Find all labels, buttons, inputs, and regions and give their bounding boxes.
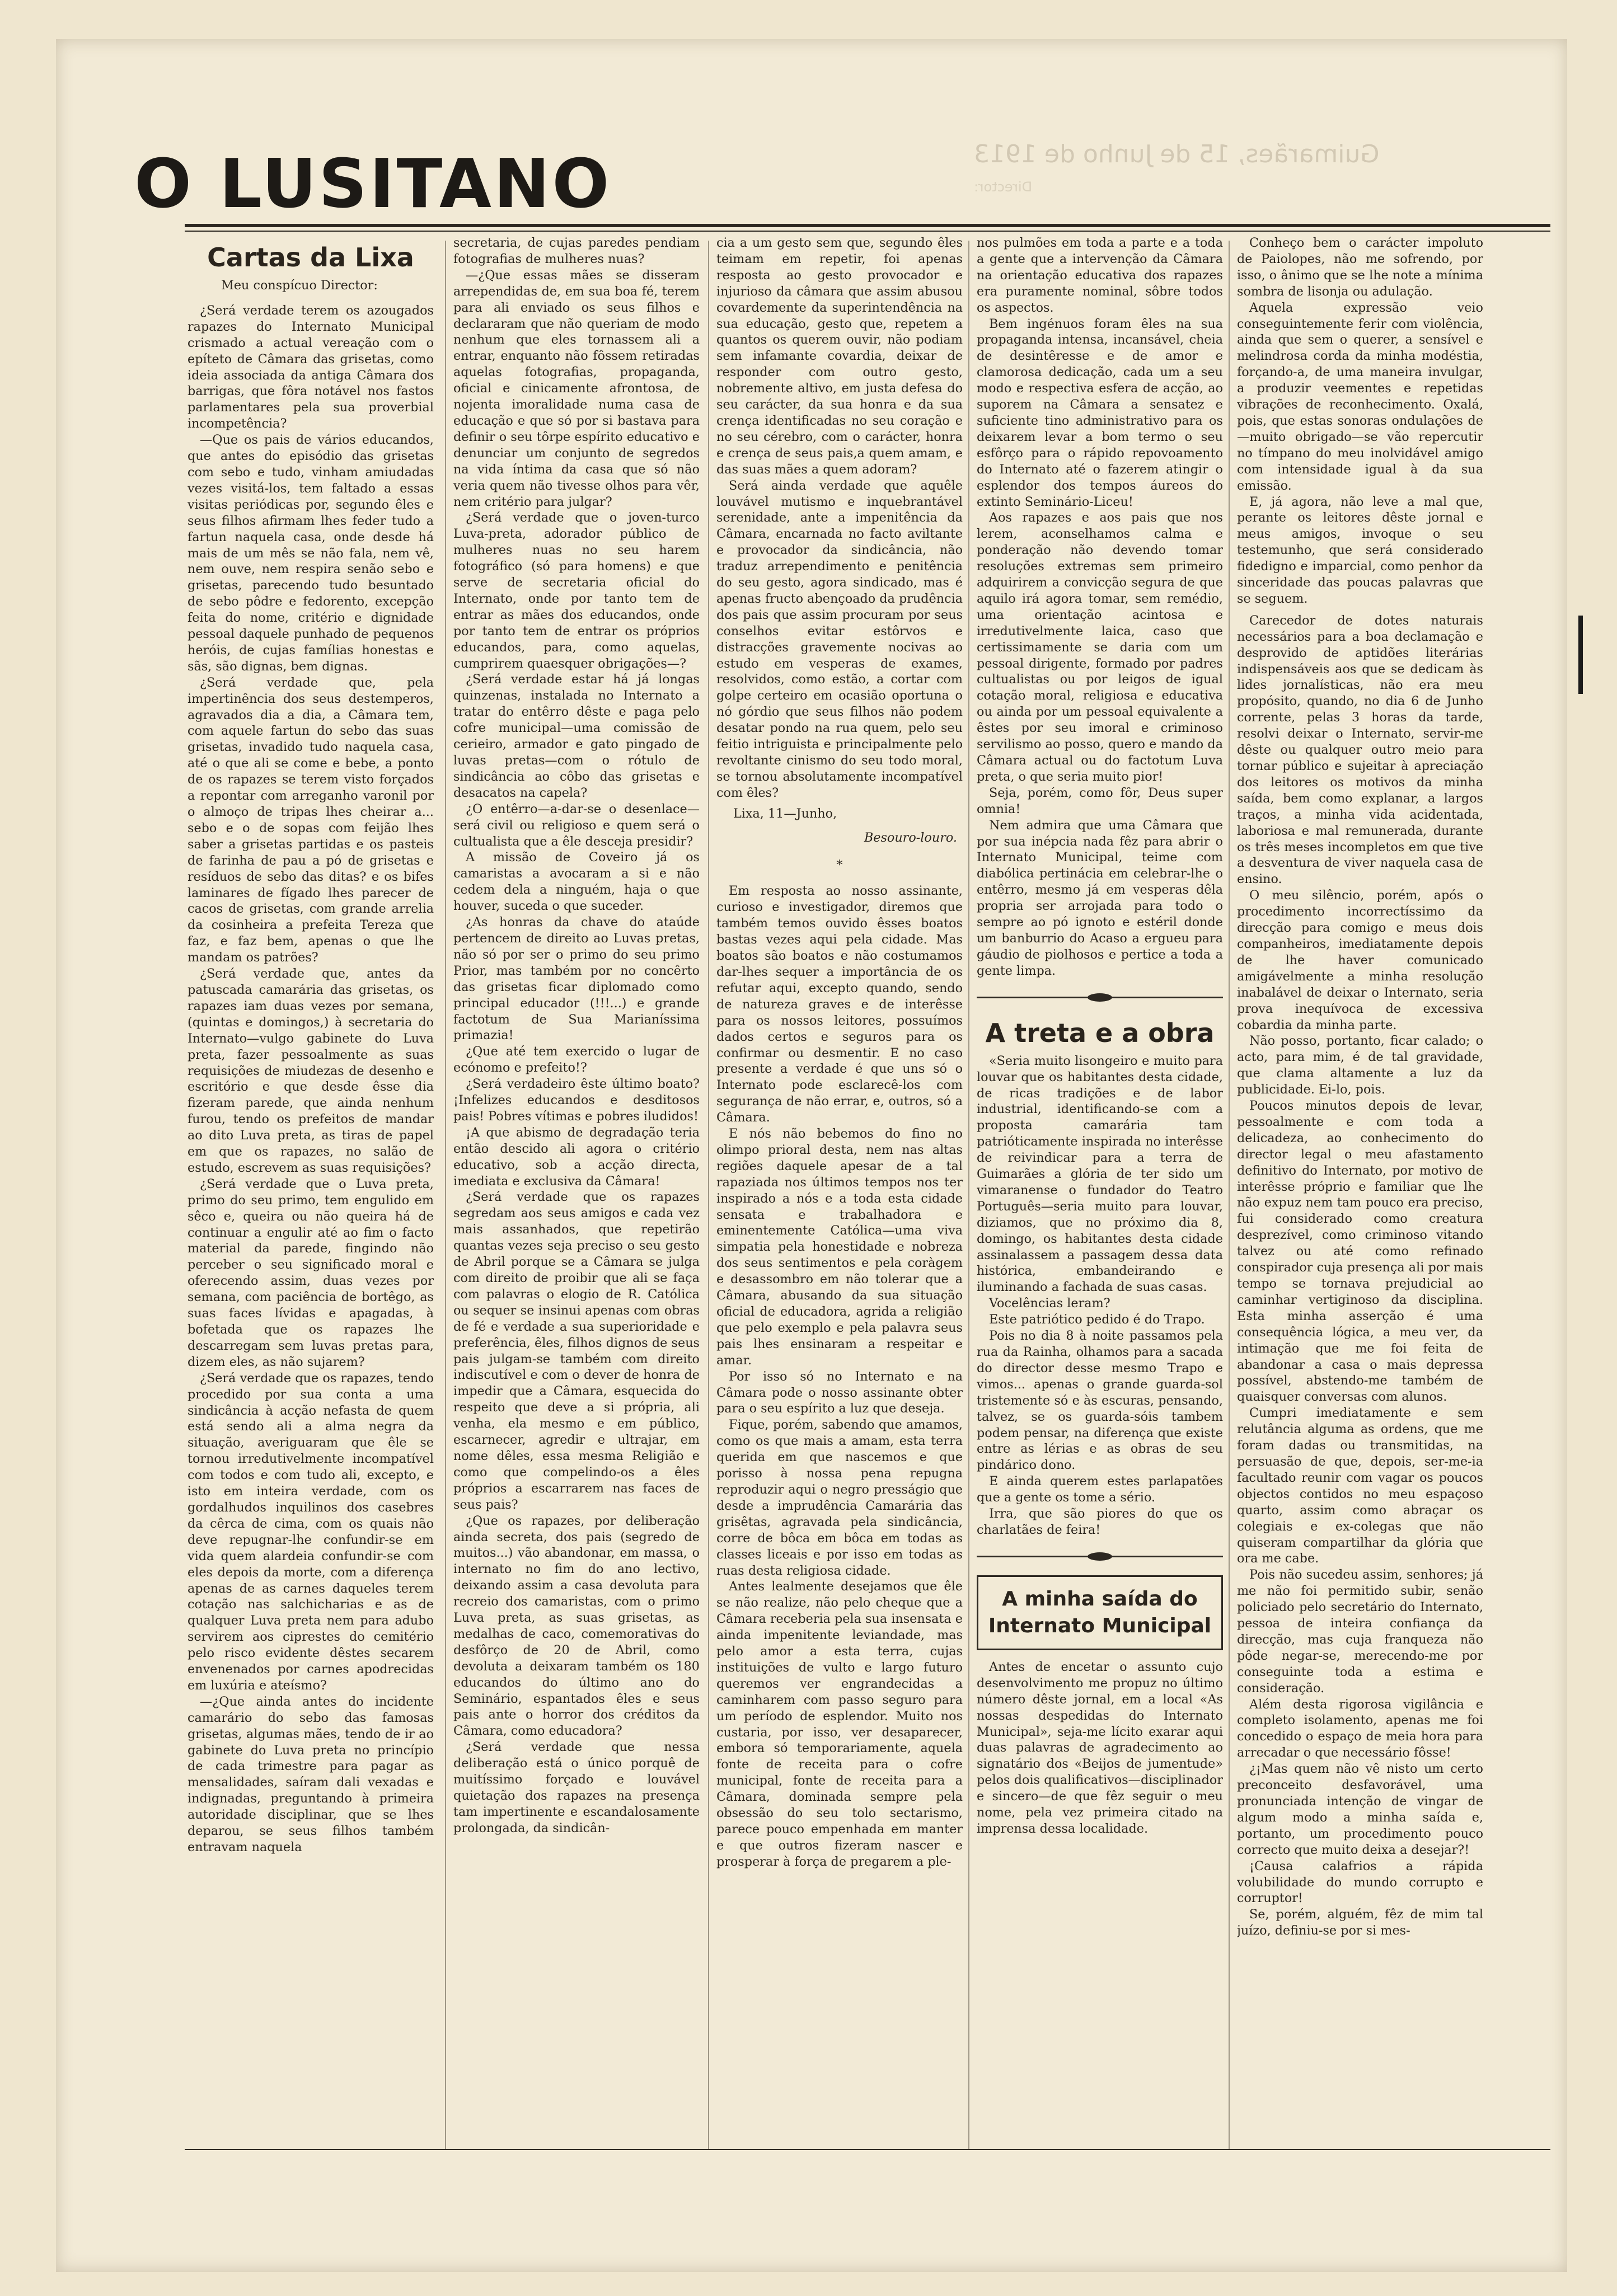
masthead-rule <box>185 224 1550 227</box>
paragraph: E nós não bebemos do fino no olimpo prioral desta, nem nas altas regiões daquele apesar de a tal rapaziada nos últimos tempos nos ter inspirado a nós e a toda esta cidade sensata e trabalhadora e eminentemente Católica—uma viva simpatia pela honestidade e nobreza dos seus sentimentos e pela coràgem e desassombro em não tolerar que a Câmara, abusando da sua situação oficial de educadora, agrida a religião que pelo exemplo e pela palavra seus pais lhes ensinaram a respeitar e amar. <box>716 1126 963 1368</box>
column-1 <box>188 235 434 2138</box>
letter-greeting: Meu conspícuo Director: <box>221 278 378 293</box>
paragraph: ¿Será verdade que, pela impertinência dos seus destemperos, agravados dia a dia, a Câmara tem, com aquele fartun do sebo das suas grisetas, invadido tudo naquela casa, até o que ali se come e bebe, a ponto de os rapazes se terem visto forçados a repontar com arreganho varonil por o almoço de tripas lhes cheirar a... sebo e o de sopas com feijão lhes saber a grisetas partidas e os pasteis de farinha de pau a pó de grisetas e resíduos de sebo das ditas? e os bifes laminares de fígado lhes parecer de cacos de grisetas, com grande arrelia da cosinheira a prefeita Tereza que faz, e faz bem, apenas o que lhe mandam os patrões? <box>188 675 434 965</box>
column-4 <box>977 235 1223 2138</box>
paragraph: ¿As honras da chave do ataúde pertencem de direito ao Luvas pretas, não só por ser o primo do seu primo Prior, mas também por no concêrto das grisetas ficar diplomado como principal educador (!!!...) e grande factotum de Sua Marianíssima primazia! <box>453 915 700 1043</box>
paragraph: ¿Será verdadeiro êste último boato? ¡Infelizes educandos e desditosos pais! Pobres vítimas e pobres iludidos! <box>453 1077 700 1124</box>
paragraph: Antes lealmente desejamos que êle se não realize, não pelo cheque que a Câmara receberia pela sua insensata e ainda impenitente leviandade, mas pelo amor a esta terra, cujas instituições de vulto e largo futuro queremos ver engrandecidas a caminharem com passo seguro para um período de esplendor. Muito nos custaria, por isso, ver desaparecer, embora só temporariamente, aquela fonte de receita para o cofre municipal, fonte de receita para a Câmara, dominada sempre pela obsessão do seu tolo sectarismo, parece pouco empenhada em manter e que outros fizeram nascer e prosperar à força de pregarem a ple- <box>716 1579 963 1869</box>
paragraph: ¿Será verdade que o joven-turco Luva-preta, adorador público de mulheres nuas no seu harem fotográfico (só para homens) e que serve de secretaria oficial do Internato, onde por tanto tem de entrar as mães dos educandos, onde por tanto tem de entrar os próprios educandos, para, como aquelas, cumprirem quaesquer obrigações—? <box>453 510 700 671</box>
newspaper-title: O LUSITANO <box>134 145 612 223</box>
paragraph: —¿Que ainda antes do incidente camarário do sebo das famosas grisetas, algumas mães, tendo de ir ao gabinete do Luva preta no princípio de cada trimestre para pagar as mensalidades, saíram dali vexadas e indignadas, preguntando à primeira autoridade disciplinar, que se lhes deparou, se seus filhos também entravam naquela <box>188 1694 434 1854</box>
section-title: Cartas da Lixa <box>207 242 414 273</box>
column-rule <box>968 241 969 2149</box>
paragraph: ¿Será verdade que, antes da patuscada camarária das grisetas, os rapazes iam duas vezes por semana, (quintas e domingos,) à secretaria do Internato—vulgo gabinete do Luva preta, fazer pessoalmente as suas requisições de miudezas de desenho e escritório e que desde êsse dia fizeram parede, que ainda nenhum furou, tendo os prefeitos de mandar ao dito Luva preta, as tiras de papel em que os rapazes, no salão de estudo, escrevem as suas requisições? <box>188 966 434 1175</box>
paragraph: Irra, que são piores do que os charlatães de feira! <box>977 1506 1223 1537</box>
paragraph: Bem ingénuos foram êles na sua propaganda intensa, incansável, cheia de desintêresse e de amor e clamorosa dedicação, cada um a seu modo e respectiva esfera de acção, ao suporem na Câmara a sensatez e suficiente tino administrativo para os deixarem levar a bom termo o seu esfôrço para o rápido repovoamento do Internato até o fazerem atingir o esplendor dos tempos áureos do extinto Seminário-Liceu! <box>977 316 1223 509</box>
paragraph: Nem admira que uma Câmara que por sua inépcia nada fêz para abrir o Internato Municipal, teime com diabólica pertinácia em celebrar-lhe o entêrro, mesmo já em vesperas dêla propria ser arrojada para todo o sempre ao pó ignoto e estéril donde um banburrio do Acaso a ergueu para gáudio de piolhosos e pertice a toda a gente limpa. <box>977 818 1223 978</box>
bleed-through-dateline: Guimarães, 15 de Junho de 1913 <box>974 140 1380 168</box>
paragraph: Seja, porém, como fôr, Deus super omnia! <box>977 785 1223 816</box>
paragraph: —¿Que essas mães se disseram arrependidas de, em sua boa fé, terem para ali enviado os seus filhos e declararam que não queriam de modo nenhum que eles tornassem ali a entrar, enquanto não fôssem retiradas aquelas fotografias, propaganda, oficial e cinicamente afrontosa, de nojenta imoralidade numa casa de educação e que só por si bastava para definir o seu tôrpe espírito educativo e denunciar um conjunto de segredos na vida íntima da casa que só não veria quem não tivesse olhos para vêr, nem critério para julgar? <box>453 267 700 509</box>
paragraph: ¿Que até tem exercido o lugar de ecónomo e prefeito!? <box>453 1044 700 1076</box>
paragraph: «Seria muito lisongeiro e muito para louvar que os habitantes desta cidade, de ricas tradições e de labor industrial, identificando-se com a proposta camarária tam patrióticamente inspirada no interêsse de reivindicar para a terra de Guimarães a glória de ter sido um vimaranense o fundador do Teatro Português—seria muito para louvar, diziamos, que no próximo dia 8, domingo, os habitantes desta cidade assinalassem a passagem dessa data histórica, embandeirando e iluminando a fachada de suas casas. <box>977 1053 1223 1295</box>
paragraph: Além desta rigorosa vigilância e completo isolamento, apenas me foi concedido o espaço de meia hora para arrecadar o que necessário fôsse! <box>1237 1697 1483 1760</box>
paragraph: ¿Será verdade estar há já longas quinzenas, instalada no Internato a tratar do entêrro dêste e paga pelo cofre municipal—uma comissão de cerieiro, armador e gato pingado de luvas pretas—com o rótulo de sindicância ao côbo das grisetas e desacatos na capela? <box>453 672 700 800</box>
paragraph: E ainda querem estes parlapatões que a gente os tome a sério. <box>977 1474 1223 1505</box>
paragraph: Será ainda verdade que aquêle louvável mutismo e inquebrantável serenidade, ante a impenitência da Câmara, encarnada no facto aviltante e provocador da sindicância, não traduz arrependimento e penitência do seu gesto, agora sindicado, mas é apenas fructo abençoado da prudência dos pais que assim procuram por seus conselhos evitar estôrvos e distracções gravemente nocivas ao estudo em vesperas de exames, resolvidos, como estão, a cortar com golpe certeiro em ocasião oportuna o nó górdio que seus filhos não podem desatar pondo na rua quem, pelo seu feitio intriguista e principalmente pelo revoltante cinismo do seu todo moral, se tornou absolutamente incompatível com êles? <box>716 478 963 800</box>
paragraph: cia a um gesto sem que, segundo êles teimam em repetir, foi apenas resposta ao gesto provocador e injurioso da câmara que assim abusou covardemente da superintendência na sua educação, gesto que, repetem a quantos os querem ouvir, não podiam sem infamante covardia, deixar de responder com outro gesto, nobremente altivo, em justa defesa do seu carácter, da sua honra e da sua crença identificadas no seu coração e no seu cérebro, com o carácter, honra e crença de seus pais,a quem amam, e das suas mães a quem adoram? <box>716 236 963 477</box>
paragraph: Não posso, portanto, ficar calado; o acto, para mim, é de tal gravidade, que clama altamente a luz da publicidade. Ei-lo, pois. <box>1237 1034 1483 1097</box>
paragraph: Cumpri imediatamente e sem relutância alguma as ordens, que me foram dadas ou transmitidas, na persuasão de que, depois, ser-me-ia facultado reunir com vagar os poucos objectos contidos no meu espaçoso quarto, assim como abraçar os colegiais e ex-colegas que não quiseram compartilhar da glória que ora me cabe. <box>1237 1406 1483 1566</box>
paragraph: Por isso só no Internato e na Câmara pode o nosso assinante obter para o seu espírito a luz que deseja. <box>716 1369 963 1416</box>
letter-signature: Besouro-louro. <box>864 830 957 845</box>
paragraph: Em resposta ao nosso assinante, curioso e investigador, diremos que também temos ouvido êsses boatos bastas vezes aqui pela cidade. Mas boatos são boatos e não costumamos dar-lhes sequer a importância de os refutar aqui, excepto quando, sendo de natureza graves e de interêsse para os nossos leitores, possuímos dados certos e seguros para os confirmar ou desmentir. E no caso presente a verdade é que uns só o Internato pode esclarecê-los com segurança de não errar, e, outros, só a Câmara. <box>716 884 963 1125</box>
paragraph: nos pulmões em toda a parte e a toda a gente que a intervenção da Câmara na orientação educativa dos rapazes era puramente nominal, sôbre todos os aspectos. <box>977 236 1223 315</box>
section-separator: * <box>836 857 843 872</box>
paragraph: Se, porém, alguém, fêz de mim tal juízo, definiu-se por si mes- <box>1237 1907 1483 1938</box>
paragraph: A missão de Coveiro já os camaristas a avocaram a si e não cedem dela a ninguém, haja o que houver, suceda o que suceder. <box>453 850 700 914</box>
paragraph: Antes de encetar o assunto cujo desenvolvimento me propuz no último número dêste jornal, em a local «As nossas despedidas do Internato Municipal», seja-me lícito exarar aqui duas palavras de agradecimento ao signatário dos «Beijos de jumentude» pelos dois qualificativos—disciplinador e sincero—de que fêz seguir o meu nome, pela vez primeira citado na imprensa dessa localidade. <box>977 1659 1223 1836</box>
paragraph: ¡Causa calafrios a rápida volubilidade do mundo corrupto e corruptor! <box>1237 1858 1483 1906</box>
bleed-through-director: Director: <box>974 179 1033 195</box>
paragraph: ¿¡Mas quem não vê nisto um certo preconceito desfavorável, uma pronunciada intenção de vingar de algum modo a minha saída e, portanto, um procedimento pouco correcto que muito deixa a desejar?! <box>1237 1762 1483 1857</box>
headline-box <box>977 1575 1223 1650</box>
column-rule <box>445 241 446 2149</box>
paragraph: Aos rapazes e aos pais que nos lerem, aconselhamos calma e ponderação não devendo tomar resoluções extremas sem primeiro adquirirem a convicção segura de que aquilo irá agora tomar, sem remédio, uma orientação acintosa e irredutivelmente laica, caso que certissimamente se daria com um pessoal dirigente, formado por padres cultualistas ou por leigos de igual cotação moral, religiosa e educativa ou ainda por um pessoal equivalente a êstes por seu imoral e criminoso servilismo ao posso, quero e mando da Câmara actual ou do factotum Luva preta, o que seria muito pior! <box>977 510 1223 784</box>
paragraph: secretaria, de cujas paredes pendiam fotografias de mulheres nuas? <box>453 236 700 266</box>
section-title: A treta e a obra <box>985 1017 1215 1048</box>
paragraph: E, já agora, não leve a mal que, perante os leitores dêste jornal e meus amigos, invoque o seu testemunho, que será considerado fidedigno e imparcial, como penhor da sinceridade das poucas palavras que se seguem. <box>1237 494 1483 606</box>
paragraph: Fique, porém, sabendo que amamos, como os que mais a amam, esta terra querida em que nascemos e que porisso à nossa pena repugna reproduzir aqui o negro presságio que desde a imprudência Camarária das grisêtas, agravada pela sindicância, corre de bôca em bôca em todas as classes liceais e por isso em todas as ruas desta religiosa cidade. <box>716 1417 963 1578</box>
paragraph: ¿Será verdade que os rapazes segredam aos seus amigos e cada vez mais assanhados, que repetirão quantas vezes seja preciso o seu gesto de Abril porque se a Câmara se julga com direito de proibir que ali se faça com palavras o elogio de R. Católica ou sequer se insinui apenas com obras de fé e verdade a sua superioridade e preferência, êles, filhos dignos de seus pais julgam-se também com direito indiscutível e com o dever de honra de impedir que a Câmara, esquecida do respeito que deve a si própria, ali venha, ela mesmo e em público, escarnecer, agredir e ultrajar, em nome dêles, essa mesma Religião e como que compelindo-os a êles próprios a escarrarem nas faces de seus pais? <box>453 1190 700 1512</box>
paragraph: ¡A que abismo de degradação teria então descido ali agora o critério educativo, sob a acção directa, imediata e exclusiva da Câmara! <box>453 1125 700 1189</box>
column-5 <box>1237 235 1483 2138</box>
paragraph: ¿Será verdade que os rapazes, tendo procedido por sua conta a uma sindicância à acção nefasta de quem está sendo ali a alma negra da situação, averiguaram que êle se tornou irredutivelmente incompatível com todos e com tudo ali, excepto, e isto em inteira verdade, com os gordalhudos inquilinos dos casebres da cêrca de cima, com os quais não deve repugnar-lhe confundir-se em vida quem alardeia confundir-se com eles depois da morte, com a diferença apenas de as carnes daqueles terem cotação nas salchicharias e as de qualquer Luva preta nem para adubo servirem aos ciprestes do cemitério pelo risco evidente dêstes secarem envenenados por carnes apodrecidas em luxúria e ateísmo? <box>188 1370 434 1693</box>
paragraph: Poucos minutos depois de levar, pessoalmente e com toda a delicadeza, ao conhecimento do director legal o meu afastamento definitivo do Internato, por motivo de interêsse próprio e familiar que lhe não expuz nem tam pouco era preciso, fui considerado como creatura desprezível, como criminoso vitando talvez ou até como refinado conspirador cuja presença ali por mais tempo se tornava prejudicial ao caminhar vertiginoso da disciplina. Esta minha asserção é uma consequência lógica, a meu ver, da intimação que me foi feita de abandonar a casa o mais depressa possível, abstendo-me também de quaisquer conversas com alunos. <box>1237 1098 1483 1405</box>
paragraph: Este patriótico pedido é do Trapo. <box>989 1312 1205 1327</box>
paragraph: Carecedor de dotes naturais necessários para a boa declamação e desprovido de aptidões literárias indispensáveis aos que se dedicam às lides jornalísticas, não era meu propósito, quando, no dia 6 de Junho corrente, pelas 3 horas da tarde, resolvi deixar o Internato, servir-me dêste ou qualquer outro meio para tornar público e sujeitar à apreciação dos leitores os motivos da minha saída, bem como explanar, a largos traços, a minha vida acidentada, laboriosa e mal remunerada, durante os três meses incompletos em que tive a desventura de viver naquela casa de ensino. <box>1237 613 1483 887</box>
paragraph-group <box>188 303 434 1856</box>
paragraph: Vocelências leram? <box>989 1296 1110 1311</box>
scan-edge-mark <box>1578 616 1583 694</box>
column-rule <box>1229 241 1230 2149</box>
letter-dateline: Lixa, 11—Junho, <box>733 806 837 821</box>
paragraph: Pois não sucedeu assim, senhores; já me não foi permitido subir, senão policiado pelo secretário do Internato, pessoa de inteira confiança da direcção, mas cuja franqueza não pôde negar-se, merecendo-me por conseguinte toda a estima e consideração. <box>1237 1567 1483 1696</box>
paragraph: ¿Será verdade que o Luva preta, primo do seu primo, tem engulido em sêco e, queira ou não queira há de continuar a engulir até ao fim o facto material da parede, fingindo não perceber o seu significado moral e oferecendo assim, duas vezes por semana, com paciência de bortêgo, as suas faces lívidas e apagadas, à bofetada que os rapazes lhe descarregam sem luvas pretas para, dizem eles, as não sujarem? <box>188 1176 434 1369</box>
column-rule <box>708 241 709 2149</box>
masthead-rule-thin <box>185 231 1550 232</box>
masthead <box>134 140 1522 235</box>
column-2 <box>453 235 700 2138</box>
ornament-divider <box>977 990 1223 1005</box>
section-title: A minha saída do Internato Municipal <box>988 1587 1212 1637</box>
paragraph: Aquela expressão veio conseguintemente ferir com violência, ainda que sem o querer, a sensível e melindrosa corda da minha modéstia, forçando-a, de uma maneira invulgar, a produzir veementes e repetidas vibrações de reconhecimento. Oxalá, pois, que estas sonoras ondulações de—muito obrigado—se vão repercutir no tímpano do meu inolvidável amigo com intensidade igual à da sua emissão. <box>1237 300 1483 493</box>
ornament-divider <box>977 1550 1223 1564</box>
column-3 <box>716 235 963 2138</box>
bottom-rule <box>185 2149 1550 2150</box>
paragraph: Pois no dia 8 à noite passamos pela rua da Rainha, olhamos para a sacada do director desse mesmo Trapo e vimos... apenas o grande guarda-sol tristemente só e às escuras, pensando, talvez, se os guarda-sóis tambem podem pensar, na diferença que existe entre as lérias e as obras de seu pindárico dono. <box>977 1328 1223 1473</box>
paragraph: —Que os pais de vários educandos, que antes do episódio das grisetas com sebo e tudo, vinham amiudadas vezes visitá-los, tem faltado a essas visitas periódicas por, segundo êles e seus filhos afirmam lhes feder tudo a fartun naquela casa, onde desde há mais de um mês se não fala, nem vê, nem ouve, nem respira senão sebo e grisetas, parecendo tudo besuntado de sebo pôdre e fedorento, excepção feita do nome, critério e dignidade pessoal daquele punhado de pequenos heróis, de cujas famílias honestas e sãs, são dignas, bem dignas. <box>188 433 434 674</box>
paragraph: Conheço bem o carácter impoluto de Paiolopes, não me sofrendo, por isso, o ânimo que se lhe note a mínima sombra de lisonja ou adulação. <box>1237 236 1483 299</box>
paragraph: ¿Será verdade que nessa deliberação está o único porquê de muitíssimo forçado e louvável quietação dos rapazes na presença tam impertinente e escandalosamente prolongada, da sindicân- <box>453 1740 700 1835</box>
paragraph: ¿Que os rapazes, por deliberação ainda secreta, dos pais (segredo de muitos...) vão abandonar, em massa, o internato no fim do ano lectivo, deixando assim a casa devoluta para recreio dos camaristas, com o primo Luva preta, as suas grisetas, as medalhas de caco, comemorativas do desfôrço de 20 de Abril, como devoluta a deixaram também os 180 educandos do último ano do Seminário, espantados êles e seus pais ante o horror dos créditos da Câmara, como educadora? <box>453 1513 700 1739</box>
paragraph: O meu silêncio, porém, após o procedimento incorrectíssimo da direcção para comigo e meus dois companheiros, imediatamente depois de lhe haver comunicado amigávelmente a minha resolução inabalável de deixar o Internato, seria prova inequívoca de excessiva cobardia da minha parte. <box>1237 888 1483 1032</box>
paragraph: ¿Será verdade terem os azougados rapazes do Internato Municipal crismado a actual vereação com o epíteto de Câmara das grisetas, como ideia associada da antiga Câmara dos barrigas, que fôra notável nos fastos parlamentares pela sua proverbial incompetência? <box>188 303 434 431</box>
paragraph: ¿O entêrro—a-dar-se o desenlace—será civil ou religioso e quem será o cultualista que a êle desceja presidir? <box>453 801 700 849</box>
